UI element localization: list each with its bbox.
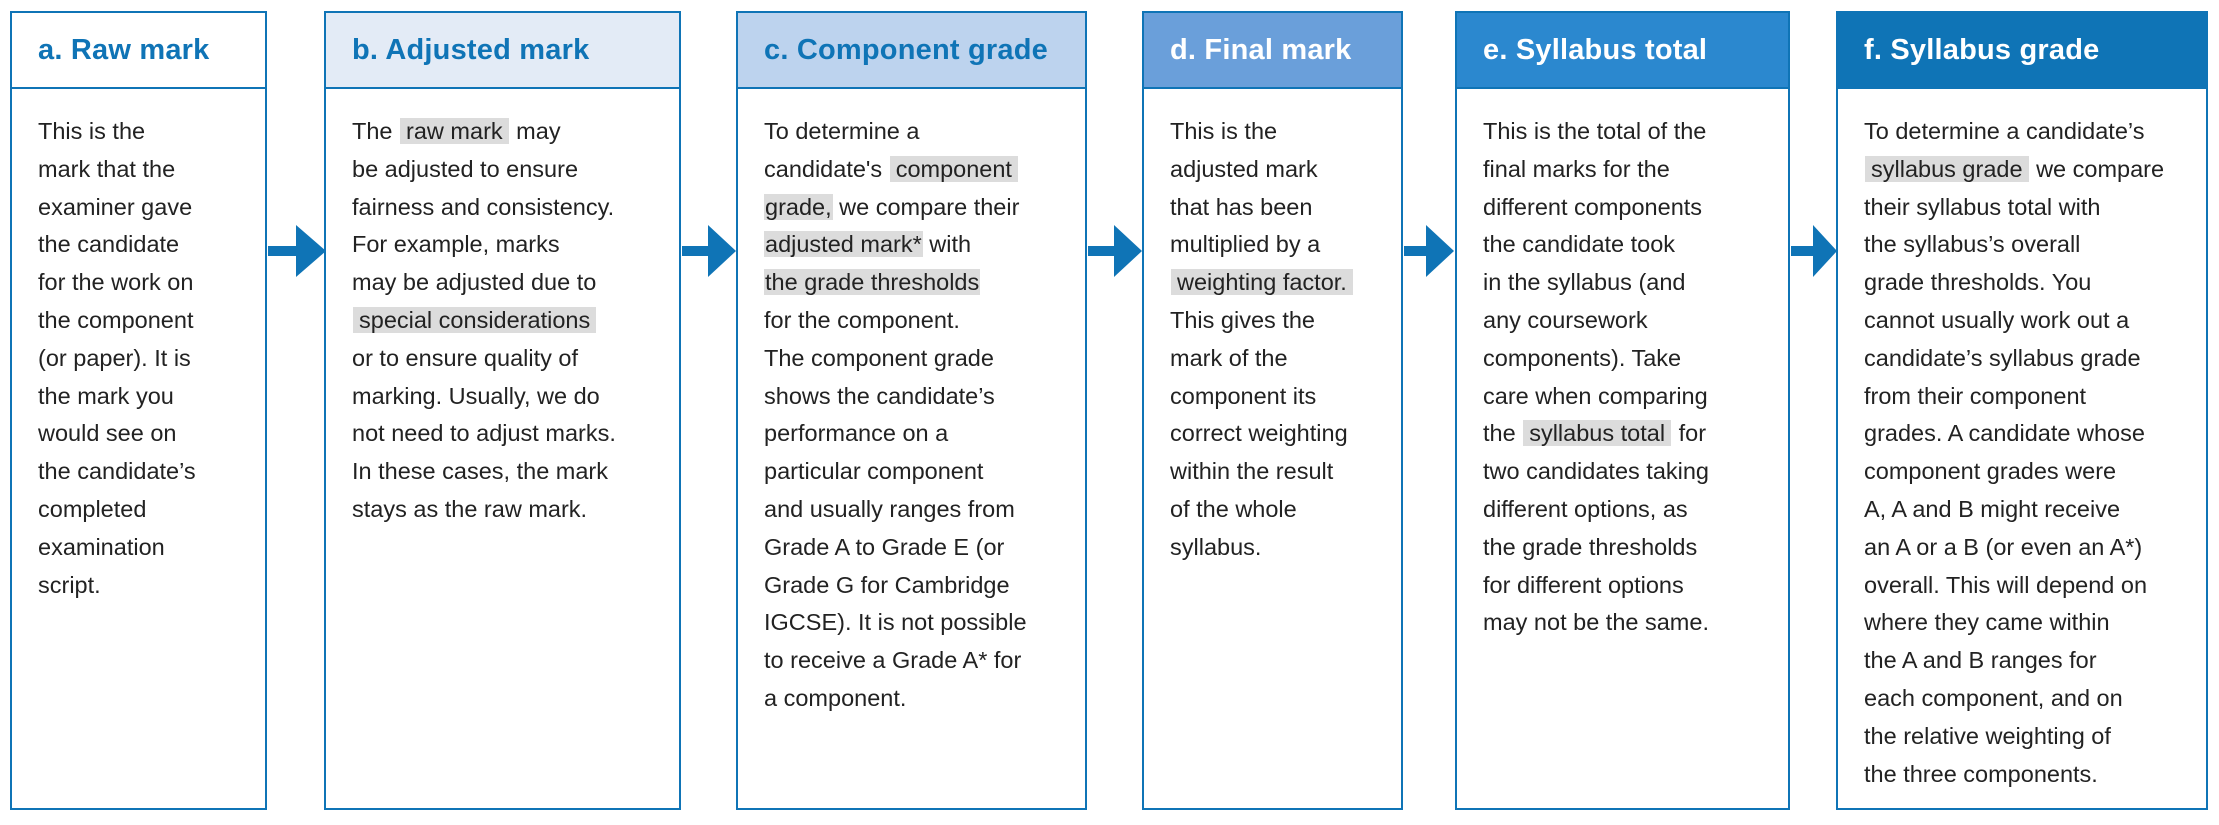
text-line xyxy=(352,113,659,151)
text-segment: (or paper). It is xyxy=(38,344,191,371)
text-segment: or to ensure quality of xyxy=(352,344,578,371)
text-line xyxy=(764,680,1065,718)
text-line xyxy=(1170,378,1381,416)
text-segment: This is the total of the xyxy=(1483,118,1707,144)
text-segment: in the syllabus (and xyxy=(1483,269,1686,296)
text-segment: final marks for the xyxy=(1483,155,1670,182)
text-segment: for the work on xyxy=(38,269,194,296)
text-line xyxy=(352,151,659,189)
text-segment: that has been xyxy=(1170,193,1313,220)
card-title: b. Adjusted mark xyxy=(326,13,679,89)
text-segment: stays as the raw mark. xyxy=(352,495,588,522)
text-segment: the three components. xyxy=(1864,760,2098,787)
text-line xyxy=(764,491,1065,529)
text-line xyxy=(1483,453,1768,491)
text-segment: a component. xyxy=(764,684,907,711)
text-segment: may be adjusted due to xyxy=(352,269,597,296)
text-line xyxy=(764,151,1065,189)
text-line xyxy=(1170,340,1381,378)
text-line xyxy=(1864,415,2186,453)
text-segment: where they came within xyxy=(1864,609,2110,636)
text-segment: grade thresholds. You xyxy=(1864,269,2092,296)
card-title: d. Final mark xyxy=(1144,13,1401,89)
text-line xyxy=(38,567,245,605)
text-line xyxy=(1864,491,2186,529)
arrow-right-icon xyxy=(1791,225,1849,277)
text-line xyxy=(352,226,659,264)
card-description xyxy=(326,89,679,529)
step-card-adjusted-mark xyxy=(324,11,681,810)
text-line xyxy=(1864,151,2186,189)
text-segment: component its xyxy=(1170,382,1317,409)
text-line xyxy=(764,113,1065,151)
text-segment: In these cases, the mark xyxy=(352,458,609,485)
text-line xyxy=(38,151,245,189)
text-segment: To determine a candidate’s xyxy=(1864,118,2145,144)
text-segment: The component grade xyxy=(764,344,994,371)
text-line xyxy=(1170,189,1381,227)
text-line xyxy=(1483,302,1768,340)
text-segment: the candidate xyxy=(38,231,180,258)
highlighted-term: adjusted mark* xyxy=(765,231,922,258)
text-segment: the relative weighting of xyxy=(1864,722,2111,749)
text-line xyxy=(1864,113,2186,151)
text-line xyxy=(1170,113,1381,151)
text-segment: would see on xyxy=(38,420,177,447)
text-segment: completed xyxy=(38,495,147,522)
text-line xyxy=(1170,491,1381,529)
text-line xyxy=(38,302,245,340)
text-line xyxy=(352,491,659,529)
text-segment: grades. A candidate whose xyxy=(1864,420,2145,447)
arrow-right-icon xyxy=(268,225,326,277)
text-segment: marking. Usually, we do xyxy=(352,382,600,409)
text-line xyxy=(352,415,659,453)
text-segment: we compare their xyxy=(832,193,1020,220)
text-segment: the A and B ranges for xyxy=(1864,647,2097,674)
step-card-raw-mark xyxy=(10,11,267,810)
text-segment: performance on a xyxy=(764,420,949,447)
text-segment: The xyxy=(352,118,400,144)
text-segment: the component xyxy=(38,306,194,333)
text-line xyxy=(352,453,659,491)
text-line xyxy=(38,378,245,416)
text-line xyxy=(1864,302,2186,340)
text-segment: mark that the xyxy=(38,155,176,182)
text-segment: the candidate’s xyxy=(38,458,196,485)
text-segment: care when comparing xyxy=(1483,382,1708,409)
step-card-syllabus-total xyxy=(1455,11,1790,810)
text-segment: For example, marks xyxy=(352,231,560,258)
text-line xyxy=(38,453,245,491)
text-segment: candidate’s syllabus grade xyxy=(1864,344,2141,371)
text-line xyxy=(1864,453,2186,491)
highlighted-term: raw mark xyxy=(400,118,509,144)
card-description xyxy=(1457,89,1788,642)
text-line xyxy=(38,113,245,151)
text-line xyxy=(1864,264,2186,302)
card-title: e. Syllabus total xyxy=(1457,13,1788,89)
text-line xyxy=(1864,642,2186,680)
card-title: f. Syllabus grade xyxy=(1838,13,2206,89)
text-segment: may xyxy=(509,118,561,144)
text-line xyxy=(764,189,1065,227)
card-description xyxy=(1838,89,2206,793)
text-line xyxy=(38,189,245,227)
step-card-component-grade xyxy=(736,11,1087,810)
highlighted-term: grade, xyxy=(765,193,832,220)
arrow-right-icon xyxy=(1404,225,1462,277)
text-segment: Grade G for Cambridge xyxy=(764,571,1010,598)
text-line xyxy=(1170,453,1381,491)
card-title: c. Component grade xyxy=(738,13,1085,89)
text-line xyxy=(1483,264,1768,302)
text-line xyxy=(1483,189,1768,227)
text-line xyxy=(1170,529,1381,567)
text-line xyxy=(764,415,1065,453)
text-segment: cannot usually work out a xyxy=(1864,306,2130,333)
text-line xyxy=(1864,756,2186,794)
text-line xyxy=(1864,189,2186,227)
text-segment: particular component xyxy=(764,458,984,485)
text-line xyxy=(1483,415,1768,453)
text-line xyxy=(38,226,245,264)
text-line xyxy=(764,642,1065,680)
text-segment: the mark you xyxy=(38,382,174,409)
arrow-right-icon xyxy=(682,225,740,277)
text-segment: syllabus. xyxy=(1170,533,1262,560)
text-segment: for xyxy=(1672,420,1707,447)
text-line xyxy=(1864,718,2186,756)
text-line xyxy=(764,264,1065,302)
text-line xyxy=(38,264,245,302)
text-segment: examiner gave xyxy=(38,193,193,220)
text-segment: fairness and consistency. xyxy=(352,193,615,220)
text-segment: shows the candidate’s xyxy=(764,382,995,409)
text-segment: correct weighting xyxy=(1170,420,1348,447)
highlighted-term: special considerations xyxy=(353,307,596,333)
highlighted-term: the grade thresholds xyxy=(765,269,980,296)
text-line xyxy=(764,604,1065,642)
text-line xyxy=(1864,680,2186,718)
text-segment: for different options xyxy=(1483,571,1684,598)
text-segment: be adjusted to ensure xyxy=(352,155,579,182)
text-line xyxy=(1483,529,1768,567)
text-line xyxy=(1483,151,1768,189)
text-segment: for the component. xyxy=(764,306,960,333)
text-segment: the syllabus’s overall xyxy=(1864,231,2081,258)
text-segment: This is the xyxy=(38,118,146,144)
text-segment: an A or a B (or even an A*) xyxy=(1864,533,2143,560)
text-segment: adjusted mark xyxy=(1170,155,1318,182)
text-segment: To determine a xyxy=(764,118,920,144)
text-segment: This is the xyxy=(1170,118,1278,144)
text-segment: This gives the xyxy=(1170,306,1315,333)
highlighted-term: syllabus grade xyxy=(1865,156,2029,182)
text-line xyxy=(1483,604,1768,642)
text-segment: two candidates taking xyxy=(1483,458,1710,485)
text-line xyxy=(1864,378,2186,416)
text-segment: the xyxy=(1483,420,1523,447)
highlighted-term: weighting factor. xyxy=(1171,269,1353,295)
text-segment: we compare xyxy=(2029,155,2165,182)
text-segment: different components xyxy=(1483,193,1703,220)
text-line xyxy=(1170,302,1381,340)
text-line xyxy=(1170,415,1381,453)
text-segment: examination xyxy=(38,533,165,560)
text-segment: mark of the xyxy=(1170,344,1288,371)
text-line xyxy=(1864,340,2186,378)
arrow-right-icon xyxy=(1088,225,1146,277)
text-segment: of the whole xyxy=(1170,495,1297,522)
text-line xyxy=(1483,226,1768,264)
text-segment: with xyxy=(922,231,972,258)
text-line xyxy=(764,529,1065,567)
text-line xyxy=(352,189,659,227)
text-line xyxy=(1483,567,1768,605)
text-line xyxy=(764,226,1065,264)
text-segment: any coursework xyxy=(1483,306,1648,333)
text-line xyxy=(764,567,1065,605)
text-line xyxy=(38,491,245,529)
text-line xyxy=(1483,378,1768,416)
text-line xyxy=(764,340,1065,378)
text-line xyxy=(764,302,1065,340)
text-line xyxy=(1864,529,2186,567)
text-segment: script. xyxy=(38,571,101,598)
highlighted-term: syllabus total xyxy=(1523,420,1671,446)
text-line xyxy=(352,340,659,378)
text-segment: IGCSE). It is not possible xyxy=(764,609,1027,636)
text-line xyxy=(1483,491,1768,529)
text-line xyxy=(38,529,245,567)
text-line xyxy=(352,264,659,302)
text-line xyxy=(1864,226,2186,264)
text-line xyxy=(38,415,245,453)
text-segment: not need to adjust marks. xyxy=(352,420,616,447)
step-card-syllabus-grade xyxy=(1836,11,2208,810)
text-segment: and usually ranges from xyxy=(764,495,1015,522)
card-description xyxy=(12,89,265,604)
text-line xyxy=(1170,226,1381,264)
card-description xyxy=(738,89,1085,718)
text-segment: may not be the same. xyxy=(1483,609,1709,636)
text-segment: overall. This will depend on xyxy=(1864,571,2148,598)
card-title: a. Raw mark xyxy=(12,13,265,89)
text-segment: to receive a Grade A* for xyxy=(764,647,1022,674)
text-line xyxy=(1864,604,2186,642)
text-line xyxy=(1864,567,2186,605)
text-segment: candidate's xyxy=(764,155,889,182)
text-line xyxy=(38,340,245,378)
text-line xyxy=(352,302,659,340)
text-segment: components). Take xyxy=(1483,344,1682,371)
highlighted-term: component xyxy=(890,156,1018,182)
text-line xyxy=(1170,151,1381,189)
text-segment: A, A and B might receive xyxy=(1864,495,2121,522)
text-segment: from their component xyxy=(1864,382,2087,409)
text-line xyxy=(1483,340,1768,378)
text-segment: multiplied by a xyxy=(1170,231,1321,258)
text-line xyxy=(764,378,1065,416)
step-card-final-mark xyxy=(1142,11,1403,810)
text-segment: different options, as xyxy=(1483,495,1688,522)
text-line xyxy=(1483,113,1768,151)
text-segment: their syllabus total with xyxy=(1864,193,2101,220)
text-segment: each component, and on xyxy=(1864,684,2123,711)
text-segment: within the result xyxy=(1170,458,1334,485)
text-segment: the grade thresholds xyxy=(1483,533,1698,560)
text-segment: component grades were xyxy=(1864,458,2117,485)
text-line xyxy=(1170,264,1381,302)
text-segment: the candidate took xyxy=(1483,231,1676,258)
text-line xyxy=(764,453,1065,491)
text-line xyxy=(352,378,659,416)
text-segment: Grade A to Grade E (or xyxy=(764,533,1005,560)
card-description xyxy=(1144,89,1401,567)
